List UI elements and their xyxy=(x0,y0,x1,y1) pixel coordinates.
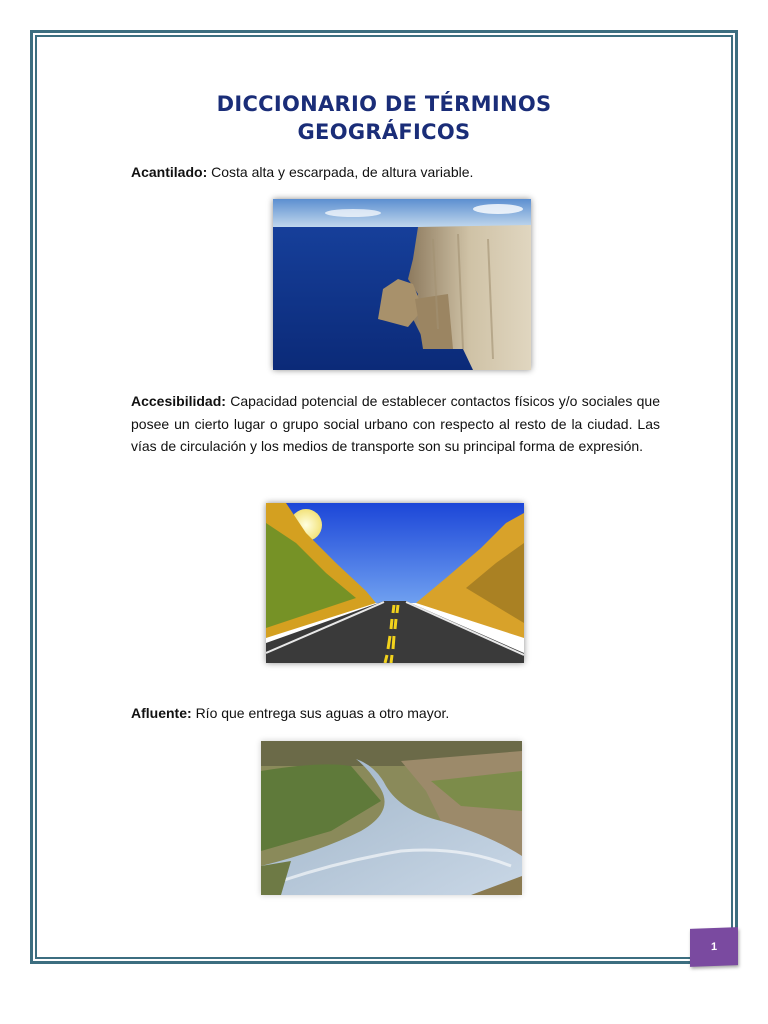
page-title xyxy=(0,90,768,146)
cliff-photo xyxy=(273,199,531,370)
entry-term: Afluente: xyxy=(131,705,192,721)
page-number-badge xyxy=(690,927,738,967)
entry-definition: Río que entrega sus aguas a otro mayor. xyxy=(195,705,450,721)
page-title-line-1: DICCIONARIO DE TÉRMINOS xyxy=(216,92,552,116)
entry-term: Acantilado: xyxy=(131,164,208,180)
entry-afluente xyxy=(131,702,660,725)
entry-acantilado xyxy=(131,161,660,184)
autumn-road-photo xyxy=(266,503,524,663)
entry-definition: Capacidad potencial de establecer contactos físicos y/o sociales que posee un cierto lugar o grupo social urbano con respecto al resto de la ciudad. Las vías de circulación y los medios de transporte son su principal forma de expresión. xyxy=(131,393,660,454)
entry-definition: Costa alta y escarpada, de altura variable. xyxy=(211,164,474,180)
entry-term: Accesibilidad: xyxy=(131,393,226,409)
entry-accesibilidad xyxy=(131,390,660,458)
river-photo xyxy=(261,741,522,895)
page-number: 1 xyxy=(710,940,718,954)
page-title-line-2: GEOGRÁFICOS xyxy=(297,120,471,144)
